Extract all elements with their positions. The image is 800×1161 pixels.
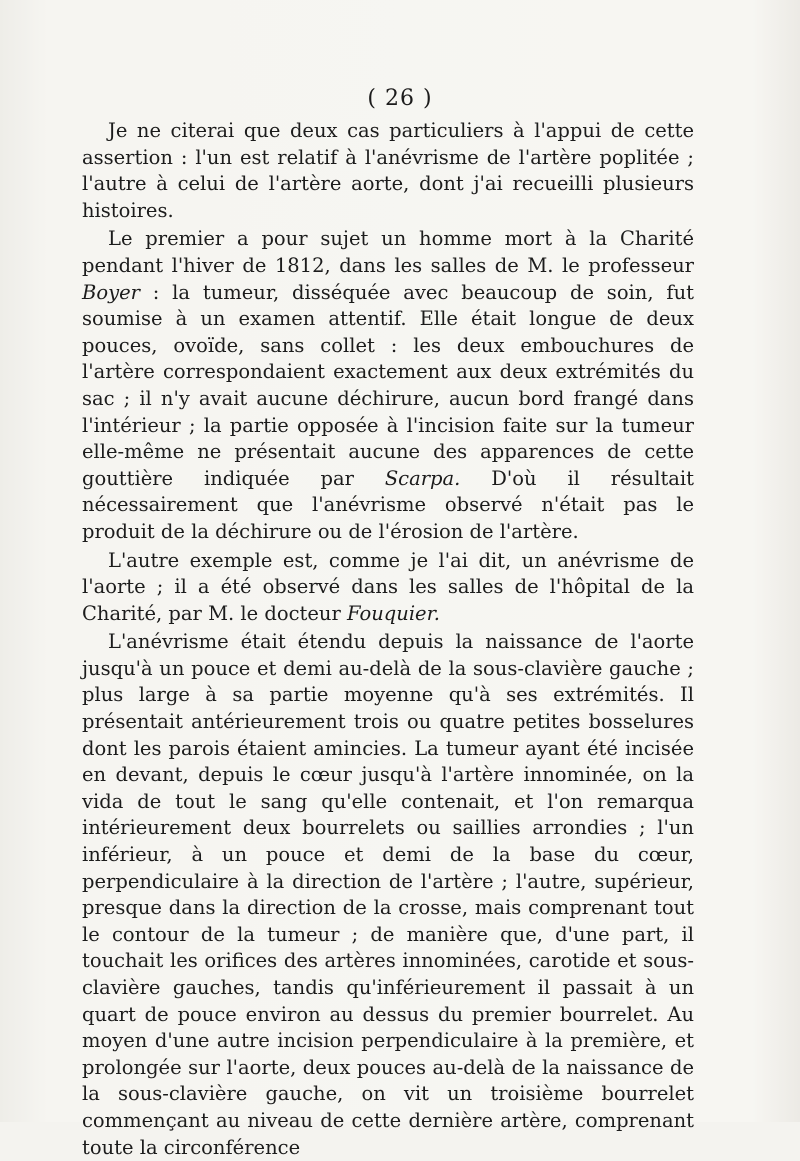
paragraph-text: D'où il résultait nécessairement que l'anévrisme observé n'était pas le produit de la déchirure ou de l'érosion de l'artère. <box>82 466 694 543</box>
paragraph-text: L'anévrisme était étendu depuis la naissance de l'aorte jusqu'à un pouce et demi au-delà de la sous-clavière gauche ; plus large à sa partie moyenne qu'à ses extrémités. Il présentait antérieurement trois ou quatre petites bosselures dont les parois étaient amincies. La tumeur ayant été incisée en devant, depuis le cœur jusqu'à l'artère innominée, on la vida de tout le sang qu'elle contenait, et l'on remarqua intérieurement deux bourrelets ou saillies arrondies ; l'un inférieur, à un pouce et demi de la base du cœur, perpendiculaire à la direction de l'artère ; l'autre, supérieur, presque dans la direction de la crosse, mais comprenant tout le contour de la tumeur ; de manière que, d'une part, il touchait les orifices des artères innominées, carotide et sous-clavière gauches, tandis qu'inférieurement il passait à un quart de pouce environ au dessus du premier bourrelet. Au moyen d'une autre incision perpendiculaire à la première, et prolongée sur l'aorte, deux pouces au-delà de la naissance de la sous-clavière gauche, on vit un troisième bourrelet commençant au niveau de cette dernière artère, comprenant toute la circonférence <box>82 630 694 1159</box>
paragraph-text: L'autre exemple est, comme je l'ai dit, un anévrisme de l'aorte ; il a été observé dans les salles de l'hôpital de la Charité, par M. le docteur <box>82 548 694 625</box>
paragraph <box>82 118 694 224</box>
paragraph <box>82 226 694 545</box>
author-name-italic: Scarpa. <box>384 466 461 490</box>
page-body <box>82 118 694 1161</box>
paragraph-text: Le premier a pour sujet un homme mort à la Charité pendant l'hiver de 1812, dans les salles de M. le professeur <box>82 227 694 277</box>
page-number: ( 26 ) <box>367 86 433 111</box>
paragraph-text: Je ne citerai que deux cas particuliers à l'appui de cette assertion : l'un est relatif à l'anévrisme de l'artère poplitée ; l'autre à celui de l'artère aorte, dont j'ai recueilli plusieurs histoires. <box>82 119 694 222</box>
paragraph <box>82 629 694 1161</box>
paragraph-text: : la tumeur, disséquée avec beaucoup de soin, fut soumise à un examen attentif. Elle était longue de deux pouces, ovoïde, sans collet : les deux embouchures de l'artère correspondaient exactement aux deux extrémités du sac ; il n'y avait aucune déchirure, aucun bord frangé dans l'intérieur ; la partie opposée à l'incision faite sur la tumeur elle-même ne présentait aucune des apparences de cette gouttière indiquée par <box>82 280 694 490</box>
author-name-italic: Fouquier. <box>347 601 440 625</box>
author-name-italic: Boyer <box>82 280 140 304</box>
paragraph <box>82 548 694 628</box>
